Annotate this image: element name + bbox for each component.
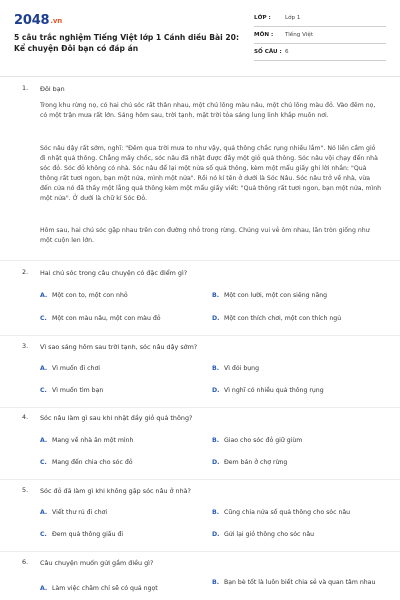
answer-option[interactable] <box>40 530 207 540</box>
answer-option[interactable] <box>40 364 207 374</box>
answer-option[interactable] <box>40 508 207 518</box>
question-number: 5. <box>22 486 29 494</box>
section-divider <box>0 260 400 261</box>
option-letter: C. <box>40 459 47 466</box>
passage-paragraph: Hôm sau, hai chú sóc gặp nhau trên con đường nhỏ trong rừng. Chúng vui vẻ ôm nhau, lăn tròn giống như một cuộn len lớn. <box>40 227 370 244</box>
option-letter: D. <box>212 459 220 466</box>
option-letter: B. <box>212 365 220 372</box>
option-letter: C. <box>40 387 47 394</box>
question-number: 4. <box>22 413 29 421</box>
section-divider <box>0 335 400 336</box>
answer-option[interactable] <box>212 578 379 588</box>
option-text: Đem bán ở chợ rừng <box>224 459 288 466</box>
option-letter: B. <box>212 437 220 444</box>
option-letter: D. <box>212 531 220 538</box>
question-text: Hai chú sóc trong câu chuyện có đặc điểm gì? <box>40 269 188 277</box>
site-logo[interactable] <box>14 13 62 28</box>
option-letter: A. <box>40 292 48 299</box>
option-text: Vì muốn đi chơi <box>52 365 100 372</box>
option-text: Một con lười, một con siêng năng <box>224 292 328 299</box>
section-divider <box>0 407 400 408</box>
meta-value-grade: Lớp 1 <box>285 15 301 21</box>
passage-title: Đôi bạn <box>40 85 65 93</box>
option-text: Một con thích chơi, một con thích ngủ <box>224 315 342 322</box>
answer-option[interactable] <box>212 386 379 396</box>
question-text: Vì sao sáng hôm sau trời tạnh, sóc nâu dậy sớm? <box>40 343 198 351</box>
meta-table <box>254 10 386 61</box>
logo-suffix: .vn <box>50 17 62 25</box>
passage-number: 1. <box>22 84 29 92</box>
answer-option[interactable] <box>212 314 379 324</box>
answer-option[interactable] <box>212 291 379 301</box>
meta-key-count: SỐ CÂU : <box>254 49 282 55</box>
option-text: Gửi lại giỏ thông cho sóc nâu <box>224 531 315 538</box>
answer-option[interactable] <box>40 458 207 468</box>
passage-paragraph: Trong khu rừng nọ, có hai chú sóc rất thân nhau, một chú lông màu nâu, một chú lông màu đỏ. Vào đêm nọ, có một trận mưa rất lớn. Sáng hôm sau, trời tạnh, mặt trời tỏa sáng lung linh khắp muôn nơi. <box>40 102 376 119</box>
question-text: Sóc đỏ đã làm gì khi không gặp sóc nâu ở nhà? <box>40 487 191 495</box>
meta-key-grade: LỚP : <box>254 15 271 21</box>
header-divider <box>0 76 400 77</box>
option-letter: A. <box>40 437 48 444</box>
answer-option[interactable] <box>212 458 379 468</box>
answer-option[interactable] <box>40 386 207 396</box>
question-text: Câu chuyện muốn gửi gắm điều gì? <box>40 559 154 567</box>
answer-option[interactable] <box>212 508 379 518</box>
answer-option[interactable] <box>40 314 207 324</box>
question-number: 2. <box>22 268 29 276</box>
meta-row-grade <box>254 10 386 27</box>
question-number: 3. <box>22 342 29 350</box>
option-text: Giao cho sóc đỏ giữ giùm <box>224 437 303 444</box>
option-letter: D. <box>212 315 220 322</box>
answer-option[interactable] <box>212 530 379 540</box>
option-letter: A. <box>40 585 48 592</box>
option-text: Một con màu nâu, một con màu đỏ <box>52 315 161 322</box>
question-number: 6. <box>22 558 29 566</box>
meta-row-count <box>254 44 386 61</box>
option-text: Vì muốn tìm bạn <box>52 387 104 394</box>
section-divider <box>0 479 400 480</box>
option-letter: B. <box>212 509 220 516</box>
option-text: Viết thư rủ đi chơi <box>52 509 108 516</box>
answer-option[interactable] <box>212 364 379 374</box>
option-text: Làm việc chăm chỉ sẽ có quả ngọt <box>52 585 158 592</box>
option-text: Vì nghĩ có nhiều quả thông rụng <box>224 387 324 394</box>
page-title: 5 câu trắc nghiệm Tiếng Việt lớp 1 Cánh diều Bài 20: Kể chuyện Đôi bạn có đáp án <box>14 33 239 53</box>
option-text: Vì đói bụng <box>224 365 260 372</box>
option-text: Mang đến chia cho sóc đỏ <box>52 459 133 466</box>
option-text: Cũng chia nửa số quả thông cho sóc nâu <box>224 509 351 516</box>
answer-option[interactable] <box>40 291 207 301</box>
option-letter: D. <box>212 387 220 394</box>
option-letter: C. <box>40 531 47 538</box>
option-text: Mang về nhà ăn một mình <box>52 437 134 444</box>
option-text: Đem quả thông giấu đi <box>52 531 124 538</box>
section-divider <box>0 551 400 552</box>
meta-key-subject: MÔN : <box>254 32 274 38</box>
passage-paragraph: Sóc nâu dậy rất sớm, nghĩ: "Đêm qua trời mưa to như vậy, quả thông chắc rụng nhiều lắm". Nó liền cầm giỏ đi nhặt quả thông. Chẳng mấy chốc, sóc nâu đã nhặt được đầy một giỏ quả thông. Sóc nâu vội chạy đến nhà sóc đỏ. Sóc đỏ không có nhà. Sóc nâu để lại một nửa số quả thông, kèm một mẩu giấy ghi lời nhắn: "Quả thông rất tươi ngon, bạn một nửa, mình một nửa". Rồi nó kí tên ở dưới là Sóc Nâu. Sóc nâu trở về nhà, vừa đến cửa nó đã thấy một lẵng quả thông kèm một mẩu giấy viết: "Quả thông rất tươi ngon, bạn một nửa, mình một nửa". Ở dưới là chữ kí Sóc Đỏ. <box>40 145 382 202</box>
option-letter: C. <box>40 315 47 322</box>
option-letter: A. <box>40 365 48 372</box>
option-text: Một con to, một con nhỏ <box>52 292 128 299</box>
meta-value-count: 6 <box>285 49 289 55</box>
answer-option[interactable] <box>212 436 379 446</box>
meta-row-subject <box>254 27 386 44</box>
option-text: Bạn bè tốt là luôn biết chia sẻ và quan tâm nhau <box>224 579 376 586</box>
meta-value-subject: Tiếng Việt <box>285 32 314 38</box>
answer-option[interactable] <box>40 584 207 594</box>
question-text: Sóc nâu làm gì sau khi nhặt đầy giỏ quả thông? <box>40 414 193 422</box>
answer-option[interactable] <box>40 436 207 446</box>
option-letter: A. <box>40 509 48 516</box>
header <box>14 10 386 66</box>
option-letter: B. <box>212 579 220 586</box>
option-letter: B. <box>212 292 220 299</box>
logo-main: 2048 <box>14 13 50 28</box>
